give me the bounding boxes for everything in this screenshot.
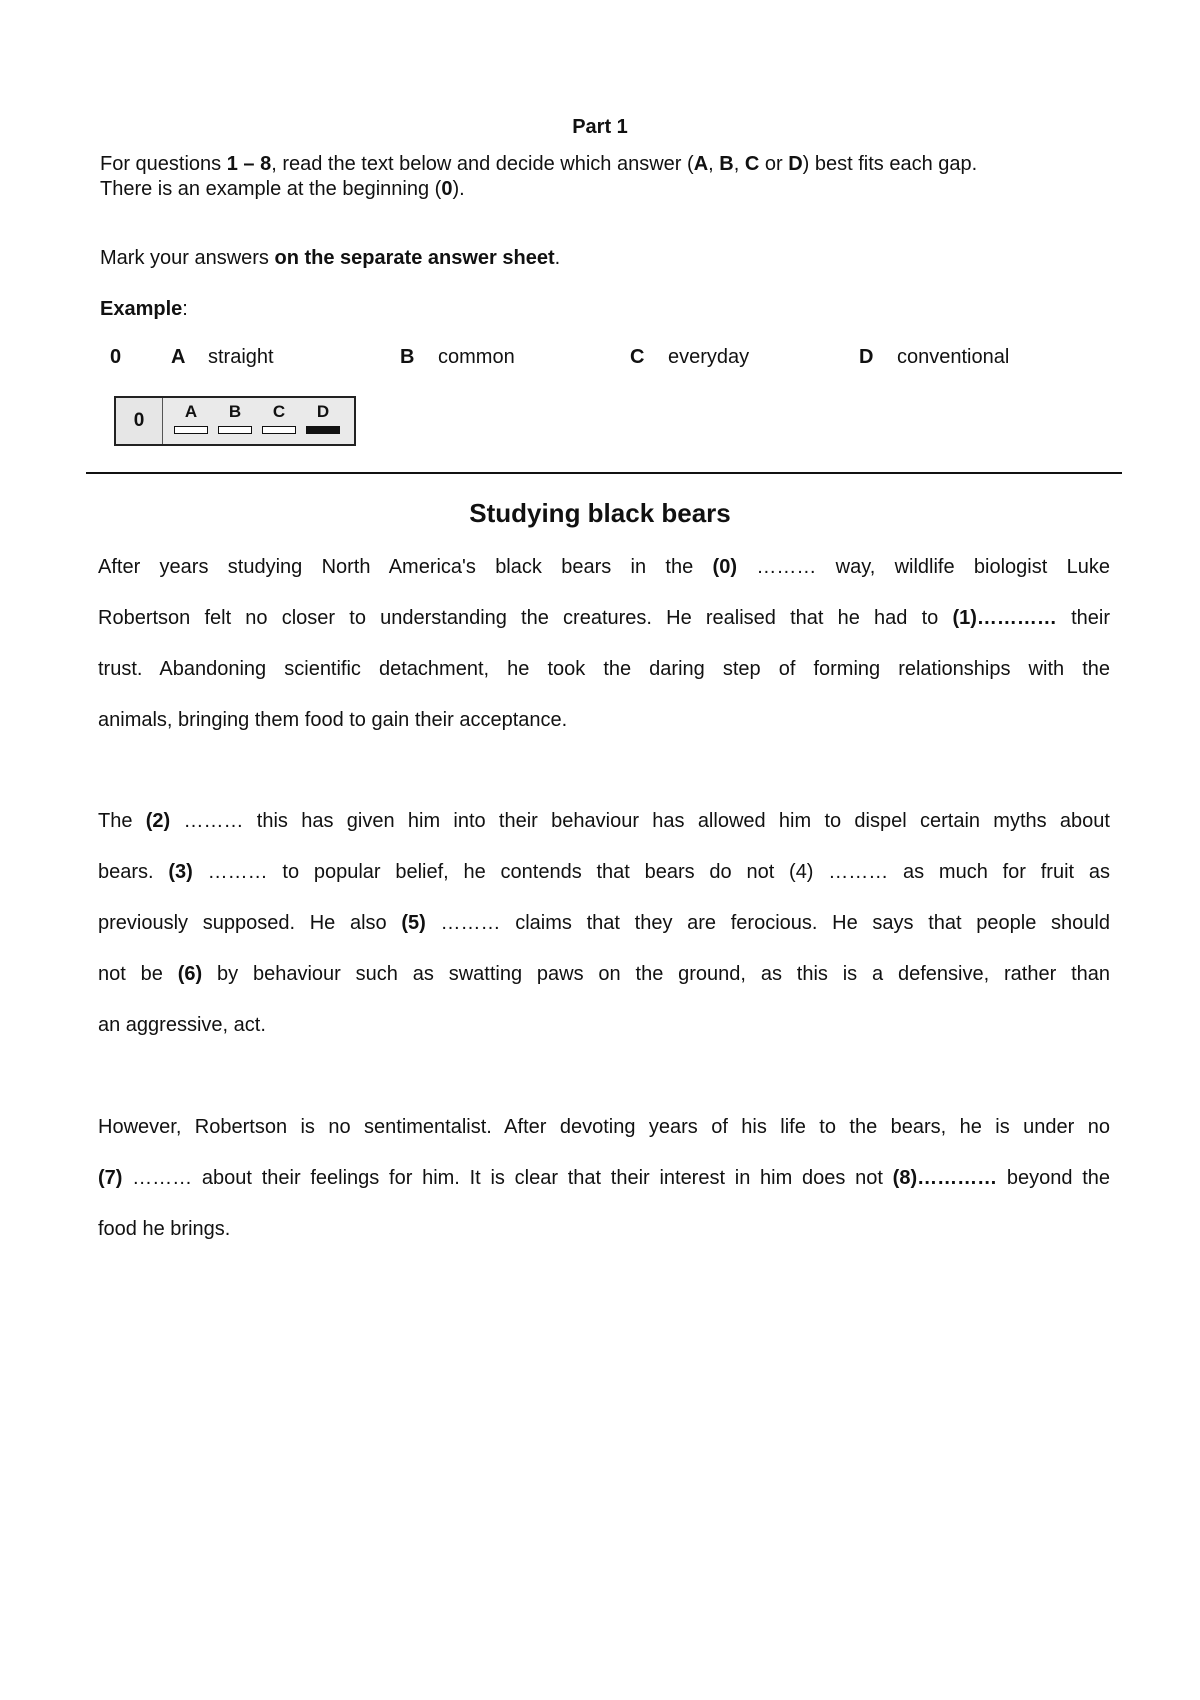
example-number: 0 xyxy=(110,346,122,368)
text: ). xyxy=(452,178,465,200)
option-text-c: everyday xyxy=(668,346,750,368)
text-line xyxy=(98,1102,1110,1153)
text-line xyxy=(98,949,1110,1000)
answer-mark-a[interactable] xyxy=(174,426,208,434)
gap-marker: (6) xyxy=(177,963,203,985)
text: ) best fits each gap. xyxy=(802,153,978,175)
text: For questions xyxy=(100,153,227,175)
part-title: Part 1 xyxy=(572,116,628,138)
section-divider xyxy=(86,472,1122,474)
option-letter: C xyxy=(744,153,760,175)
text: ……… this has given him into their behaviour has allowed him to dispel certain myths about xyxy=(170,810,1110,832)
text: . xyxy=(554,247,561,269)
text: The xyxy=(98,810,146,832)
text: ……… to popular belief, he contends that bears do not (4) ……… as much for fruit as xyxy=(192,861,1110,883)
example-number: 0 xyxy=(441,178,453,200)
option-letter: B xyxy=(719,153,734,175)
paragraph-2 xyxy=(98,796,1110,1051)
text-line xyxy=(98,1204,1110,1255)
text-line xyxy=(98,847,1110,898)
text: food he brings. xyxy=(98,1218,231,1240)
text: , read the text below and decide which answer ( xyxy=(271,153,694,175)
gap-marker: (2) xyxy=(145,810,171,832)
text: : xyxy=(182,298,188,320)
option-letter: A xyxy=(693,153,709,175)
option-text-b: common xyxy=(438,346,515,368)
text: ……… about their feelings for him. It is clear that their interest in him does not xyxy=(122,1167,893,1189)
mark-answers-instruction xyxy=(100,246,1120,271)
gap-marker: (0) xyxy=(712,556,737,578)
story-title: Studying black bears xyxy=(469,498,731,528)
answer-sheet-letter-d: D xyxy=(316,402,330,421)
text: Mark your answers xyxy=(100,247,275,269)
gap-marker: (8)………… xyxy=(892,1167,998,1189)
text: by behaviour such as swatting paws on the ground, as this is a defensive, rather than xyxy=(202,963,1110,985)
text: their xyxy=(1056,607,1111,629)
example-options xyxy=(0,346,1200,372)
text: , xyxy=(733,153,745,175)
text-line xyxy=(98,644,1110,695)
text: After years studying North America's black bears in the xyxy=(98,556,713,578)
text: beyond the xyxy=(997,1167,1111,1189)
gap-marker: (7) xyxy=(98,1167,123,1189)
text: ……… way, wildlife biologist Luke xyxy=(737,556,1110,578)
text: There is an example at the beginning ( xyxy=(100,178,442,200)
option-letter-a: A xyxy=(171,346,186,368)
text: not be xyxy=(98,963,178,985)
text: Robertson felt no closer to understanding the creatures. He realised that he had to xyxy=(98,607,953,629)
text: However, Robertson is no sentimentalist. After devoting years of his life to the bears, he is under no xyxy=(98,1116,1110,1138)
gap-marker: (3) xyxy=(168,861,193,883)
text-line xyxy=(98,898,1110,949)
text: or xyxy=(759,153,789,175)
text: an aggressive, act. xyxy=(98,1014,266,1036)
instructions-line-2 xyxy=(100,177,1120,202)
text-line xyxy=(98,1000,1110,1051)
answer-mark-b[interactable] xyxy=(218,426,252,434)
text: Example xyxy=(100,298,183,320)
answer-sheet-letter-a: A xyxy=(184,402,198,421)
option-text-a: straight xyxy=(208,346,274,368)
text-line xyxy=(98,593,1110,644)
gap-marker: (1)………… xyxy=(952,607,1057,629)
text: ……… claims that they are ferocious. He says that people should xyxy=(425,912,1110,934)
paragraph-3 xyxy=(98,1102,1110,1255)
option-letter-c: C xyxy=(630,346,645,368)
option-text-d: conventional xyxy=(897,346,1010,368)
option-letter-d: D xyxy=(859,346,874,368)
text: trust. Abandoning scientific detachment, he took the daring step of forming relationships with the xyxy=(98,658,1110,680)
gap-marker: (5) xyxy=(401,912,426,934)
instructions-line-1 xyxy=(100,152,1120,177)
answer-mark-d[interactable] xyxy=(306,426,340,434)
text: bears. xyxy=(98,861,169,883)
answer-sheet-letter-b: B xyxy=(228,402,242,421)
option-letter: D xyxy=(788,153,803,175)
answer-sheet-letter-c: C xyxy=(272,402,286,421)
question-range: 1 – 8 xyxy=(226,153,272,175)
text: animals, bringing them food to gain their acceptance. xyxy=(98,709,568,731)
example-answer-sheet xyxy=(114,396,356,446)
text: previously supposed. He also xyxy=(98,912,402,934)
text-line xyxy=(98,695,1110,746)
text-line xyxy=(98,542,1110,593)
paragraph-1 xyxy=(98,542,1110,746)
option-letter-b: B xyxy=(400,346,415,368)
text-line xyxy=(98,796,1110,847)
emphasis: on the separate answer sheet xyxy=(274,247,555,269)
text-line xyxy=(98,1153,1110,1204)
answer-mark-c[interactable] xyxy=(262,426,296,434)
answer-sheet-number: 0 xyxy=(116,398,163,444)
example-label xyxy=(100,297,1120,322)
text: , xyxy=(708,153,720,175)
